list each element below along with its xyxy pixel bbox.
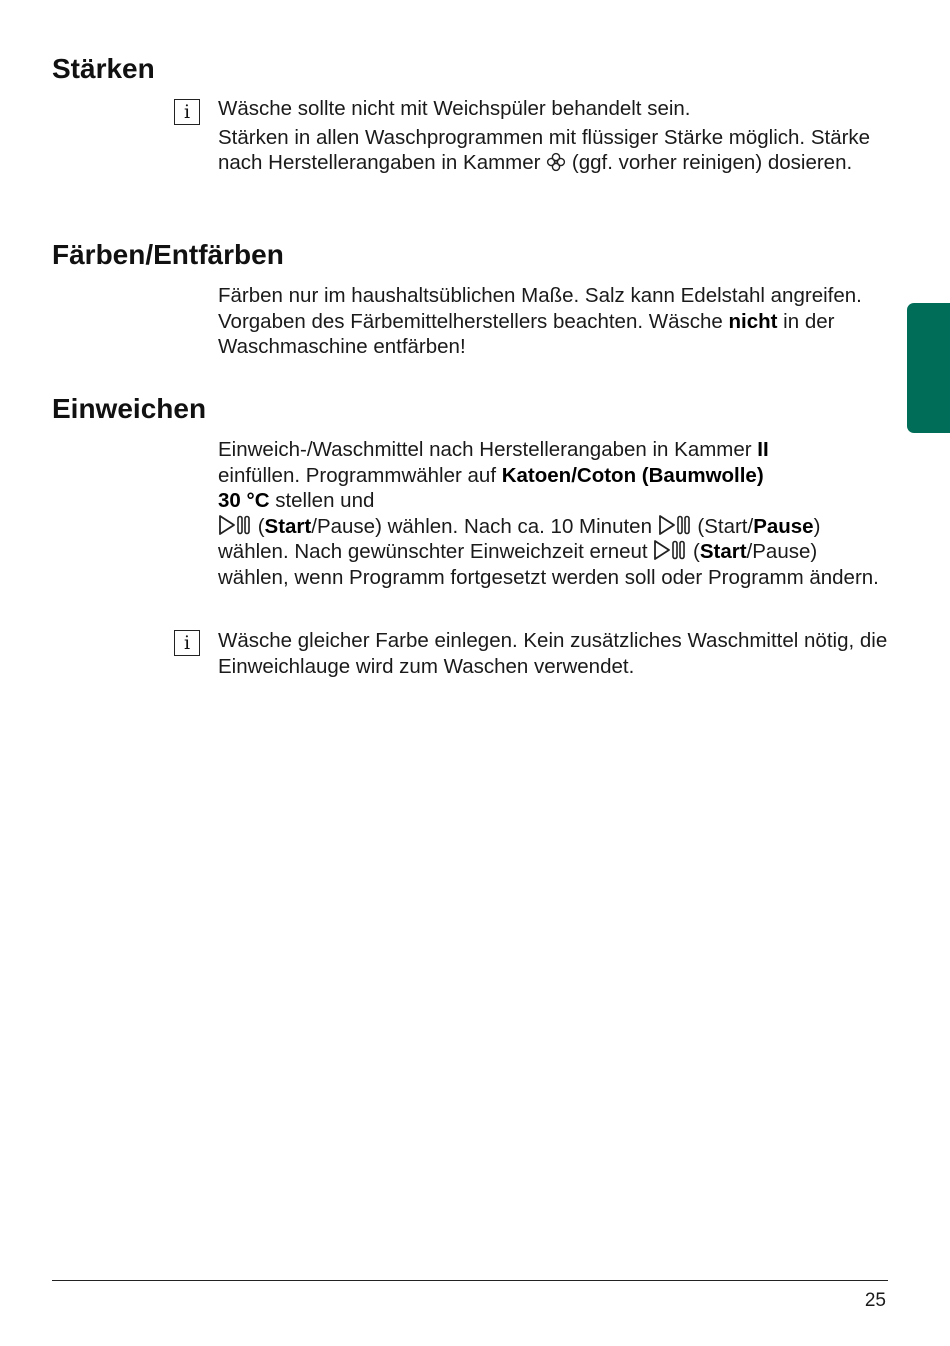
start-pause-icon: [653, 539, 687, 561]
page-number: 25: [864, 1290, 886, 1311]
fabric-softener-flower-icon: [546, 152, 566, 172]
einweichen-note: Wäsche gleicher Farbe einlegen. Kein zusätzliches Waschmittel nötig, die Einweichlauge wird zum Waschen verwendet.: [218, 629, 888, 678]
einweichen-text: [218, 437, 890, 590]
einweichen-line-1: Einweich-/Waschmittel nach Herstellerangaben in Kammer II: [218, 438, 769, 461]
info-icon: i: [174, 99, 200, 125]
starken-body: Stärken in allen Waschprogrammen mit flüssiger Stärke möglich. Stärke nach Herstellerangaben in Kammer (ggf. vorher reinigen) dosieren.: [218, 125, 871, 174]
section-title-starken: Stärken: [52, 53, 155, 84]
start-pause-icon: [218, 514, 252, 536]
einweichen-line-5: wählen. Nach gewünschter Einweichzeit erneut (Start/Pause): [218, 540, 818, 563]
chapter-tab-marker: [907, 303, 950, 433]
einweichen-line-3: 30 °C stellen und: [218, 489, 375, 512]
starken-text: [218, 96, 890, 176]
footer-divider: [52, 1280, 888, 1281]
farben-body: Färben nur im haushaltsüblichen Maße. Salz kann Edelstahl angreifen. Vorgaben des Färbemittelherstellers beachten. Wäsche nicht in der Waschmaschine entfärben!: [218, 284, 862, 358]
start-pause-icon: [658, 514, 692, 536]
section-title-farben: Färben/Entfärben: [52, 239, 284, 270]
einweichen-line-6: wählen, wenn Programm fortgesetzt werden soll oder Programm ändern.: [218, 565, 879, 589]
starken-note: Wäsche sollte nicht mit Weichspüler behandelt sein.: [218, 97, 691, 120]
farben-text: [218, 283, 890, 360]
einweichen-line-4: (Start/Pause) wählen. Nach ca. 10 Minuten (Start/Pause): [218, 514, 890, 540]
info-icon: i: [174, 630, 200, 656]
section-title-einweichen: Einweichen: [52, 393, 207, 424]
einweichen-line-2: einfüllen. Programmwähler auf Katoen/Coton (Baumwolle): [218, 463, 764, 487]
